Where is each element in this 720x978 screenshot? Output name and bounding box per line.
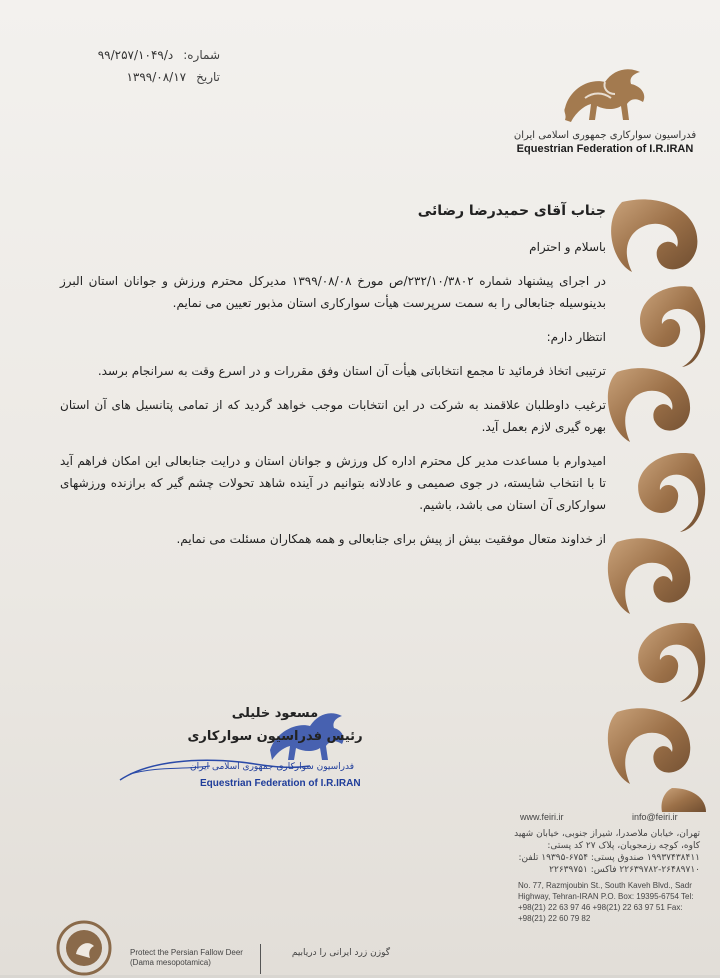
paragraph-1: در اجرای پیشنهاد شماره ۲۳۲/۱۰/۳۸۰۲/ص مورخ ۱۳۹۹/۰۸/۰۸ مدیرکل محترم ورزش و جوانان استان البرز بدینوسیله جنابعالی را به سمت سرپرست هیأت سوارکاری استان مذبور تعیین می نمایم. [60,274,606,310]
number-value: ۹۹/۲۵۷/د/۱۰۴۹ [97,48,174,62]
paragraph-4: ترغیب داوطلبان علاقمند به شرکت در این انتخابات موجب خواهد گردید که از تمامی پتانسیل های آن استان بهره گیری لازم بعمل آید. [60,398,606,434]
signature-block [150,706,400,744]
decorative-border-ornament [602,192,714,817]
letter-footer [40,812,700,972]
address-fa: تهران، خیابان ملاصدرا، شیراز جنوبی، خیابان شهید کاوه، کوچه رزمجویان، پلاک ۲۷ کد پستی: ۱۹۹۳۷۴۳۸۴۱۱ صندوق پستی: ۶۷۵۴-۱۹۳۹۵ تلفن: ۲۶۴۸۹۷۱۰-۲۲۶۳۹۷۸۲ فاکس: ۲۲۶۳۹۷۵۱ [514,829,700,875]
greeting: باسلام و احترام [529,240,606,254]
logo-text-en: Equestrian Federation of I.R.IRAN [516,143,694,155]
deer-slogan-en-line2: (Dama mesopotamica) [130,958,211,967]
footer-divider [260,944,261,974]
addressee: جناب آقای حمیدرضا رضائی [417,203,606,219]
date-value: ۱۳۹۹/۰۸/۱۷ [126,70,187,84]
stamp-text-fa: فدراسیون سوارکاری جمهوری اسلامی ایران [190,762,355,772]
paragraph-6: از خداوند متعال موفقیت بیش از پیش برای جنابعالی و همه همکاران مسئلت می نمایم. [176,532,606,546]
deer-slogan-en [130,948,243,968]
letter-meta [60,44,220,88]
address-en: No. 77, Razmjoubin St., South Kaveh Blvd., Sadr Highway, Tehran-IRAN P.O. Box: 19395-6754 Tel: +98(21) 22 63 97 46 +98(21) 22 63 97 51 Fax: +98(21) 22 60 79 82 [518,881,694,923]
signer-name: مسعود خلیلی [231,706,319,721]
deer-emblem-icon [54,918,114,978]
email: info@feiri.ir [632,812,678,822]
number-label: شماره: [183,48,220,62]
letter-body [60,200,606,562]
paragraph-2: انتظار دارم: [546,330,606,344]
signer-title: رئیس فدراسیون سوارکاری [187,729,363,744]
website: www.feiri.ir [520,812,564,822]
horse-logo-icon [545,58,665,128]
date-label: تاریخ [196,70,220,84]
deer-slogan-fa: گوزن زرد ایرانی را دریابیم [291,948,390,958]
paragraph-3: ترتیبی اتخاذ فرمائید تا مجمع انتخاباتی هیأت آن استان وفق مقررات و در اسرع وقت به سرانجام برسد. [97,364,606,378]
paragraph-5: امیدوارم با مساعدت مدیر کل محترم اداره کل ورزش و جوانان استان و درایت جنابعالی این امکان فراهم آید تا با انتخاب شایسته، در جوی صمیمی و عادلانه بتوانیم در آینده شاهد تحولات چشم گیر که برازنده ورزشهای سوارکاری آن استان می باشد، باشیم. [60,454,606,512]
logo-text-fa: فدراسیون سوارکاری جمهوری اسلامی ایران [513,130,697,141]
federation-logo [510,58,700,155]
stamp-text-en: Equestrian Federation of I.R.IRAN [200,778,361,789]
deer-slogan-en-line1: Protect the Persian Fallow Deer [130,948,243,957]
